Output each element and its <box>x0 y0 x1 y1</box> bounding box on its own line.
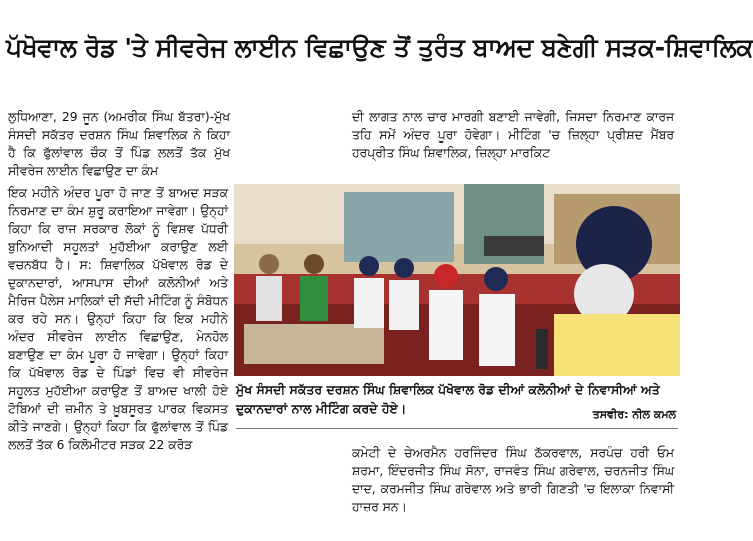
article-lead-top: ਲੁਧਿਆਣਾ, 29 ਜੂਨ (ਅਮਰੀਕ ਸਿੰਘ ਬੱਤਰਾ)-ਮੁੱਖ ਸੰਸਦੀ ਸਕੱਤਰ ਦਰਸ਼ਨ ਸਿੰਘ ਸ਼ਿਵਾਲਿਕ ਨੇ ਕਿਹਾ ਹੈ ਕਿ ਫੁੱਲਾਂਵਾਲ ਚੌਕ ਤੋਂ ਪਿੰਡ ਲਲਤੋਂ ਤੱਕ ਮੁੱਖ ਸੀਵਰੇਜ ਲਾਈਨ ਵਿਛਾਉਣ ਦਾ ਕੰਮ <box>8 110 230 178</box>
caption-divider <box>236 428 678 429</box>
photo-credit: ਤਸਵੀਰ: ਨੀਲ ਕਮਲ <box>587 408 676 422</box>
photo-caption: ਮੁੱਖ ਸੰਸਦੀ ਸਕੱਤਰ ਦਰਸ਼ਨ ਸਿੰਘ ਸ਼ਿਵਾਲਿਕ ਪੱਖੋਵਾਲ ਰੋਡ ਦੀਆਂ ਕਲੋਨੀਆਂ ਦੇ ਨਿਵਾਸੀਆਂ ਅਤੇ ਦੁਕਾਨਦਾਰਾਂ ਨਾਲ ਮੀਟਿੰਗ ਕਰਦੇ ਹੋਏ। <box>236 382 660 416</box>
headline: ਪੱਖੋਵਾਲ ਰੋਡ 'ਤੇ ਸੀਵਰੇਜ ਲਾਈਨ ਵਿਛਾਉਣ ਤੋਂ ਤੁਰੰਤ ਬਾਅਦ ਬਣੇਗੀ ਸੜਕ-ਸ਼ਿਵਾਲਿਕ <box>6 33 753 62</box>
article-column-left: ਇਕ ਮਹੀਨੇ ਅੰਦਰ ਪੂਰਾ ਹੋ ਜਾਣ ਤੋਂ ਬਾਅਦ ਸੜਕ ਨਿਰਮਾਣ ਦਾ ਕੰਮ ਸ਼ੁਰੂ ਕਰਾਇਆ ਜਾਵੇਗਾ। ਉਨ੍ਹਾਂ ਕਿਹਾ ਕਿ ਰਾਜ ਸਰਕਾਰ ਲੋਕਾਂ ਨੂੰ ਵਿਸ਼ਵ ਪੱਧਰੀ ਬੁਨਿਆਦੀ ਸਹੂਲਤਾਂ ਮੁਹੱਈਆ ਕਰਾਉਣ ਲਈ ਵਚਨਬੱਧ ਹੈ। ਸ: ਸ਼ਿਵਾਲਿਕ ਪੱਖੋਵਾਲ ਰੋਡ ਦੇ ਦੁਕਾਨਦਾਰਾਂ, ਆਸਪਾਸ ਦੀਆਂ ਕਲੋਨੀਆਂ ਅਤੇ ਮੈਰਿਜ ਪੈਲੇਸ ਮਾਲਿਕਾਂ ਦੀ ਸੱਦੀ ਮੀਟਿੰਗ ਨੂੰ ਸੰਬੋਧਨ ਕਰ ਰਹੇ ਸਨ। ਉਨ੍ਹਾਂ ਕਿਹਾ ਕਿ ਇਕ ਮਹੀਨੇ ਅੰਦਰ ਸੀਵਰੇਜ ਲਾਈਨ ਵਿਛਾਉਣ, ਮੇਨਹੋਲ ਬਣਾਉਣ ਦਾ ਕੰਮ ਪੂਰਾ ਹੋ ਜਾਵੇਗਾ। ਉਨ੍ਹਾਂ ਕਿਹਾ ਕਿ ਪੱਖੋਵਾਲ ਰੋਡ ਦੇ ਪਿੰਡਾਂ ਵਿਚ ਵੀ ਸੀਵਰੇਜ ਸਹੂਲਤ ਮੁਹੱਈਆ ਕਰਾਉਣ ਤੋਂ ਬਾਅਦ ਖਾਲੀ ਹੋਏ ਟੋਬਿਆਂ ਦੀ ਜ਼ਮੀਨ ਤੇ ਖ਼ੂਬਸੂਰਤ ਪਾਰਕ ਵਿਕਸਤ ਕੀਤੇ ਜਾਣਗੇ। ਉਨ੍ਹਾਂ ਕਿਹਾ ਕਿ ਫੁੱਲਾਂਵਾਲ ਤੋਂ ਪਿੰਡ ਲਲਤੋਂ ਤੱਕ 6 ਕਿਲੋਮੀਟਰ ਸੜਕ 22 ਕਰੋੜ <box>8 186 228 452</box>
meeting-photo-illustration <box>234 184 680 376</box>
article-column-right-bottom: ਕਮੇਟੀ ਦੇ ਚੇਅਰਮੈਨ ਹਰਜਿੰਦਰ ਸਿੰਘ ਠੱਕਰਵਾਲ, ਸਰਪੰਚ ਹਰੀ ਓਮ ਸ਼ਰਮਾ, ਇੰਦਰਜੀਤ ਸਿੰਘ ਸੋਨਾ, ਰਾਜਵੰਤ ਸਿੰਘ ਗਰੇਵਾਲ, ਚਰਨਜੀਤ ਸਿੰਘ ਦਾਦ, ਕਰਮਜੀਤ ਸਿੰਘ ਗਰੇਵਾਲ ਅਤੇ ਭਾਰੀ ਗਿਣਤੀ 'ਚ ਇਲਾਕਾ ਨਿਵਾਸੀ ਹਾਜ਼ਰ ਸਨ। <box>352 446 674 514</box>
meeting-photo <box>234 184 680 376</box>
article-column-right-top: ਦੀ ਲਾਗਤ ਨਾਲ ਚਾਰ ਮਾਰਗੀ ਬਣਾਈ ਜਾਵੇਗੀ, ਜਿਸਦਾ ਨਿਰਮਾਣ ਕਾਰਜ ਤਹਿ ਸਮੇਂ ਅੰਦਰ ਪੂਰਾ ਹੋਵੇਗਾ। ਮੀਟਿੰਗ 'ਚ ਜ਼ਿਲ੍ਹਾ ਪ੍ਰੀਸ਼ਦ ਮੈਂਬਰ ਹਰਪ੍ਰੀਤ ਸਿੰਘ ਸ਼ਿਵਾਲਿਕ, ਜ਼ਿਲ੍ਹਾ ਮਾਰਕਿਟ <box>352 110 674 160</box>
